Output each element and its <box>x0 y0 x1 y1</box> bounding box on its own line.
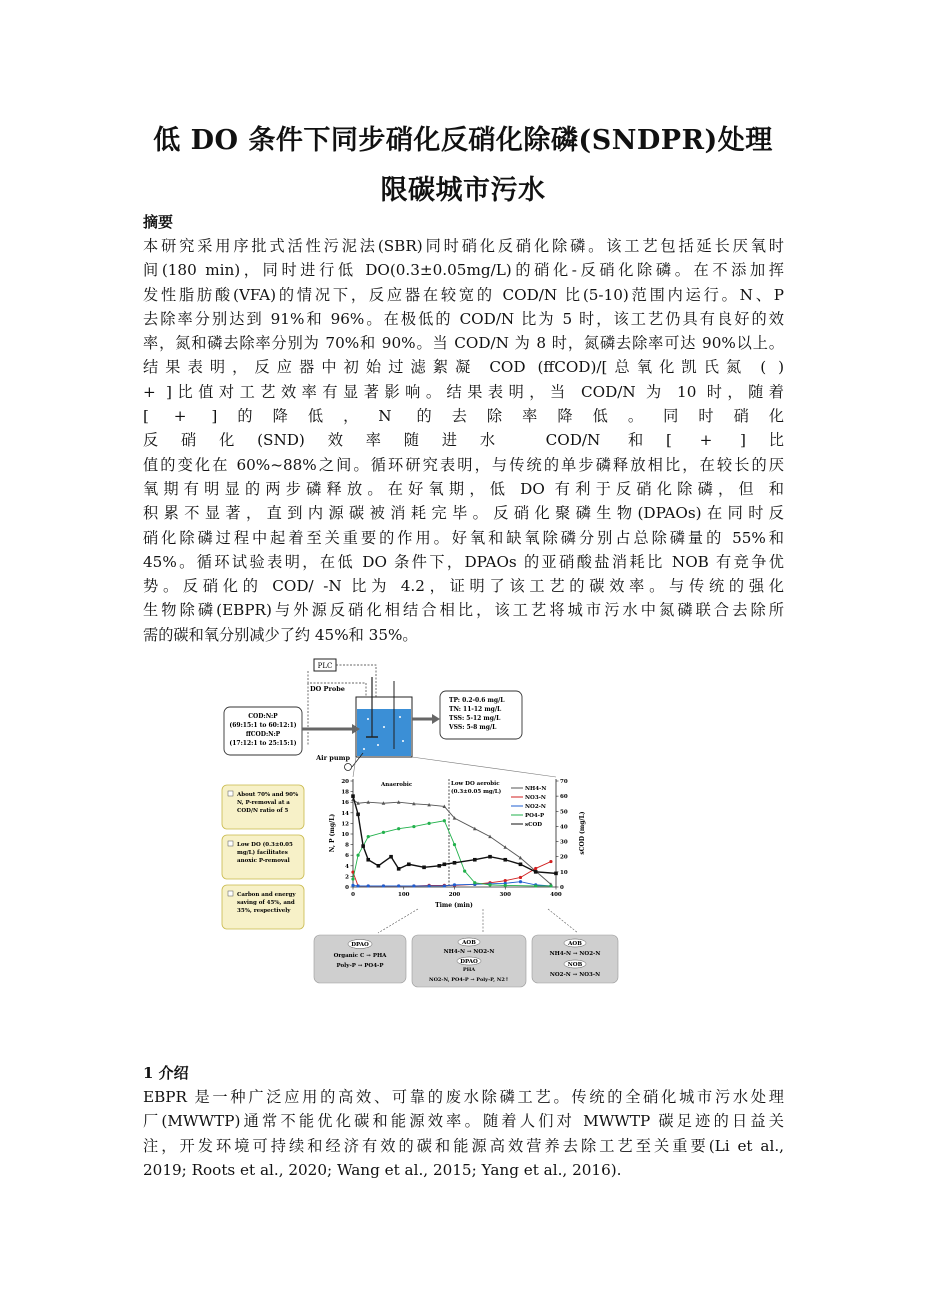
abstract-line: 硝化除磷过程中起着至关重要的作用。好氧和缺氧除磷分别占总除磷量的 55%和 <box>143 528 784 547</box>
data-point <box>367 835 370 838</box>
data-point <box>453 843 456 846</box>
data-point <box>453 883 456 886</box>
air-pump-icon <box>345 764 352 771</box>
scheme-text: DPAO <box>460 959 478 965</box>
influent-line: COD:N:P <box>248 713 278 720</box>
data-point <box>389 855 393 859</box>
effluent-line: VSS: 5-8 mg/L <box>449 724 497 731</box>
y2-tick-label: 50 <box>560 809 568 816</box>
abstract-line: 生物除磷(EBPR)与外源反硝化相结合相比，该工艺将城市污水中氮磷联合去除所 <box>143 601 784 620</box>
data-point <box>382 831 385 834</box>
abstract-line: 反硝化(SND)效率随进水 COD/N 和[ + ]比 <box>143 431 784 450</box>
data-point <box>554 872 558 876</box>
y-tick-label: 10 <box>341 832 349 838</box>
data-point <box>519 862 523 866</box>
plc-label: PLC <box>317 662 333 670</box>
abstract-line: 氧期有明显的两步磷释放。在好氧期，低 DO 有利于反硝化除磷，但 和 <box>143 479 784 498</box>
paper-title-line-1: 低 DO 条件下同步硝化反硝化除磷(SNDPR)处理 <box>153 125 773 156</box>
y-tick-label: 8 <box>345 842 349 849</box>
highlight-text: 35%, respectively <box>237 908 291 914</box>
phase-label: (0.3±0.05 mg/L) <box>451 789 502 795</box>
x-tick-label: 400 <box>550 892 562 898</box>
data-point <box>351 794 355 798</box>
abstract-line: 发性脂肪酸(VFA)的情况下，反应器在较宽的 COD/N 比(5-10)范围内运行。N、P <box>143 285 784 304</box>
data-point <box>422 866 426 870</box>
y2-tick-label: 70 <box>560 779 568 785</box>
reactor-liquid <box>357 709 411 756</box>
abstract-line: 值的变化在 60%~88%之间。循环研究表明，与传统的单步磷释放相比，在较长的厌 <box>143 455 784 474</box>
intro-line: EBPR 是一种广泛应用的高效、可靠的废水除磷工艺。传统的全硝化城市污水处理 <box>143 1088 784 1106</box>
scheme-text: PHA <box>462 967 476 973</box>
y-tick-label: 20 <box>341 779 349 785</box>
abstract-line: [ + ]的降低，N 的去除率降低。同时硝化 <box>143 407 784 426</box>
data-point <box>397 867 401 871</box>
y2-tick-label: 0 <box>560 885 564 891</box>
abstract-line: + ]比值对工艺效率有显著影响。结果表明，当 COD/N 为 10 时，随着 <box>143 382 784 401</box>
scheme-text: NH4-N → NO2-N <box>549 951 601 957</box>
data-point <box>397 827 400 830</box>
x-tick-label: 0 <box>351 892 355 898</box>
y2-tick-label: 20 <box>560 854 568 861</box>
abstract-heading: 摘要 <box>143 213 174 231</box>
air-pump-label: Air pump <box>316 754 350 762</box>
scheme-text: NO2-N, PO4-P → Poly-P, N2↑ <box>429 977 509 983</box>
intro-heading: 1 介绍 <box>143 1064 189 1082</box>
abstract-line: 势。反硝化的 COD/ -N 比为 4.2，证明了该工艺的碳效率。与传统的强化 <box>143 577 784 596</box>
data-point <box>473 881 476 884</box>
y2-tick-label: 60 <box>560 794 568 801</box>
data-point <box>503 858 507 862</box>
scheme-text: AOB <box>568 941 582 947</box>
data-point <box>534 884 537 887</box>
scheme-text: Poly-P → PO4-P <box>336 963 384 969</box>
data-point <box>351 877 354 880</box>
data-point <box>397 884 400 887</box>
graphical-abstract-figure <box>218 657 622 990</box>
y-tick-label: 18 <box>341 789 349 796</box>
scheme-text: AOB <box>462 940 476 946</box>
data-point <box>463 870 466 873</box>
highlight-text: saving of 45%, and <box>237 900 295 906</box>
intro-line: 2019; Roots et al., 2020; Wang et al., 2015; Yang et al., 2016). <box>143 1160 622 1179</box>
highlight-text: mg/L) facilitates <box>237 850 288 856</box>
data-point <box>437 864 441 868</box>
data-point <box>453 861 457 865</box>
data-point <box>356 884 359 887</box>
influent-line: (17:12:1 to 25:15:1) <box>229 740 297 747</box>
effluent-line: TSS: 5-12 mg/L <box>449 715 501 722</box>
y-tick-label: 14 <box>341 810 349 817</box>
do-probe-label: DO Probe <box>310 685 345 693</box>
y-tick-label: 6 <box>345 853 349 860</box>
y-tick-label: 0 <box>345 885 349 891</box>
y-tick-label: 16 <box>341 800 349 807</box>
abstract-line: 率，氮和磷去除率分别为 70%和 90%。当 COD/N 为 8 时，氮磷去除率可达 90%以上。 <box>143 334 784 353</box>
highlight-text: N, P-removal at a <box>237 800 290 806</box>
abstract-line: 本研究采用序批式活性污泥法(SBR)同时硝化反硝化除磷。该工艺包括延长厌氧时 <box>143 237 784 255</box>
scheme-text: NH4-N → NO2-N <box>443 949 495 955</box>
data-point <box>443 819 446 822</box>
data-point <box>549 860 552 863</box>
scheme-text: DPAO <box>351 942 369 948</box>
data-point <box>377 864 381 868</box>
legend-label: PO4-P <box>525 813 545 819</box>
x-tick-label: 300 <box>499 892 511 898</box>
data-point <box>443 884 446 887</box>
data-point <box>488 883 491 886</box>
data-point <box>356 813 360 817</box>
data-point <box>428 884 431 887</box>
phase-label: Low DO aerobic <box>451 781 500 787</box>
y2-tick-label: 30 <box>560 839 568 846</box>
data-point <box>382 884 385 887</box>
data-point <box>356 854 359 857</box>
y-tick-label: 12 <box>341 821 349 828</box>
abstract-line: 积累不显著，直到内源碳被消耗完毕。反硝化聚磷生物(DPAOs)在同时反 <box>143 504 784 523</box>
legend-label: NH4-N <box>525 786 547 792</box>
influent-line: (69:15:1 to 60:12:1) <box>229 722 297 729</box>
y-tick-label: 2 <box>345 874 349 881</box>
intro-body <box>143 1085 784 1182</box>
y2-tick-label: 10 <box>560 869 568 876</box>
paper-title-line-2: 限碳城市污水 <box>380 175 546 206</box>
data-point <box>519 880 522 883</box>
effluent-line: TP: 0.2-0.6 mg/L <box>449 697 505 704</box>
data-point <box>412 884 415 887</box>
scheme-text: Organic C → PHA <box>333 953 387 959</box>
abstract-body <box>143 234 784 647</box>
data-point <box>549 884 552 887</box>
data-point <box>361 844 365 848</box>
abstract-line: 45%。循环试验表明，在低 DO 条件下，DPAOs 的亚硝酸盐消耗比 NOB 有竞争优 <box>143 552 784 571</box>
data-point <box>366 858 370 862</box>
scheme-text: NO2-N → NO3-N <box>549 972 601 978</box>
phase-label: Anaerobic <box>381 782 413 788</box>
x-axis-label: Time (min) <box>435 902 473 909</box>
abstract-line: 结果表明，反应器中初始过滤絮凝 COD (ffCOD)/[总氧化凯氏氮 ( ) <box>143 358 784 377</box>
data-point <box>519 876 522 879</box>
data-point <box>412 825 415 828</box>
highlight-text: COD/N ratio of 5 <box>237 808 289 814</box>
data-point <box>488 855 492 859</box>
intro-line: 厂(MWWTP)通常不能优化碳和能源效率。随着人们对 MWWTP 碳足迹的日益关 <box>143 1112 784 1131</box>
x-tick-label: 100 <box>398 892 410 898</box>
abstract-line: 去除率分别达到 91%和 96%。在极低的 COD/N 比为 5 时，该工艺仍具有良好的效 <box>143 309 784 328</box>
abstract-line: 间(180 min)，同时进行低 DO(0.3±0.05mg/L)的硝化-反硝化除磷。在不添加挥 <box>143 261 784 280</box>
influent-line: ffCOD:N:P <box>245 731 281 738</box>
y-tick-label: 4 <box>345 863 349 870</box>
x-tick-label: 200 <box>448 892 461 898</box>
legend-label: NO2-N <box>525 804 546 810</box>
data-point <box>534 867 537 870</box>
data-point <box>443 862 447 866</box>
highlight-text: anoxic P-removal <box>237 858 290 864</box>
highlight-text: Low DO (0.3±0.05 <box>237 842 293 848</box>
intro-line: 注，开发环境可持续和经济有效的碳和能源高效营养去除工艺至关重要(Li et al., <box>143 1136 784 1155</box>
data-point <box>367 884 370 887</box>
data-point <box>351 884 354 887</box>
legend-label: sCOD <box>525 822 543 828</box>
effluent-line: TN: 11-12 mg/L <box>449 706 502 713</box>
data-point <box>473 858 477 862</box>
highlight-text: Carbon and energy <box>237 892 296 898</box>
y2-tick-label: 40 <box>560 824 568 831</box>
abstract-line: 需的碳和氧分别减少了约 45%和 35%。 <box>143 625 418 644</box>
data-point <box>504 884 507 887</box>
data-point <box>428 822 431 825</box>
highlight-text: About 70% and 90% <box>237 792 299 798</box>
legend-label: NO3-N <box>525 795 546 801</box>
y2-axis-label: sCOD (mg/L) <box>579 811 586 855</box>
y-axis-label: N, P (mg/L) <box>329 813 336 853</box>
data-point <box>407 862 411 866</box>
scheme-text: NOB <box>567 962 583 968</box>
data-point <box>534 870 538 874</box>
